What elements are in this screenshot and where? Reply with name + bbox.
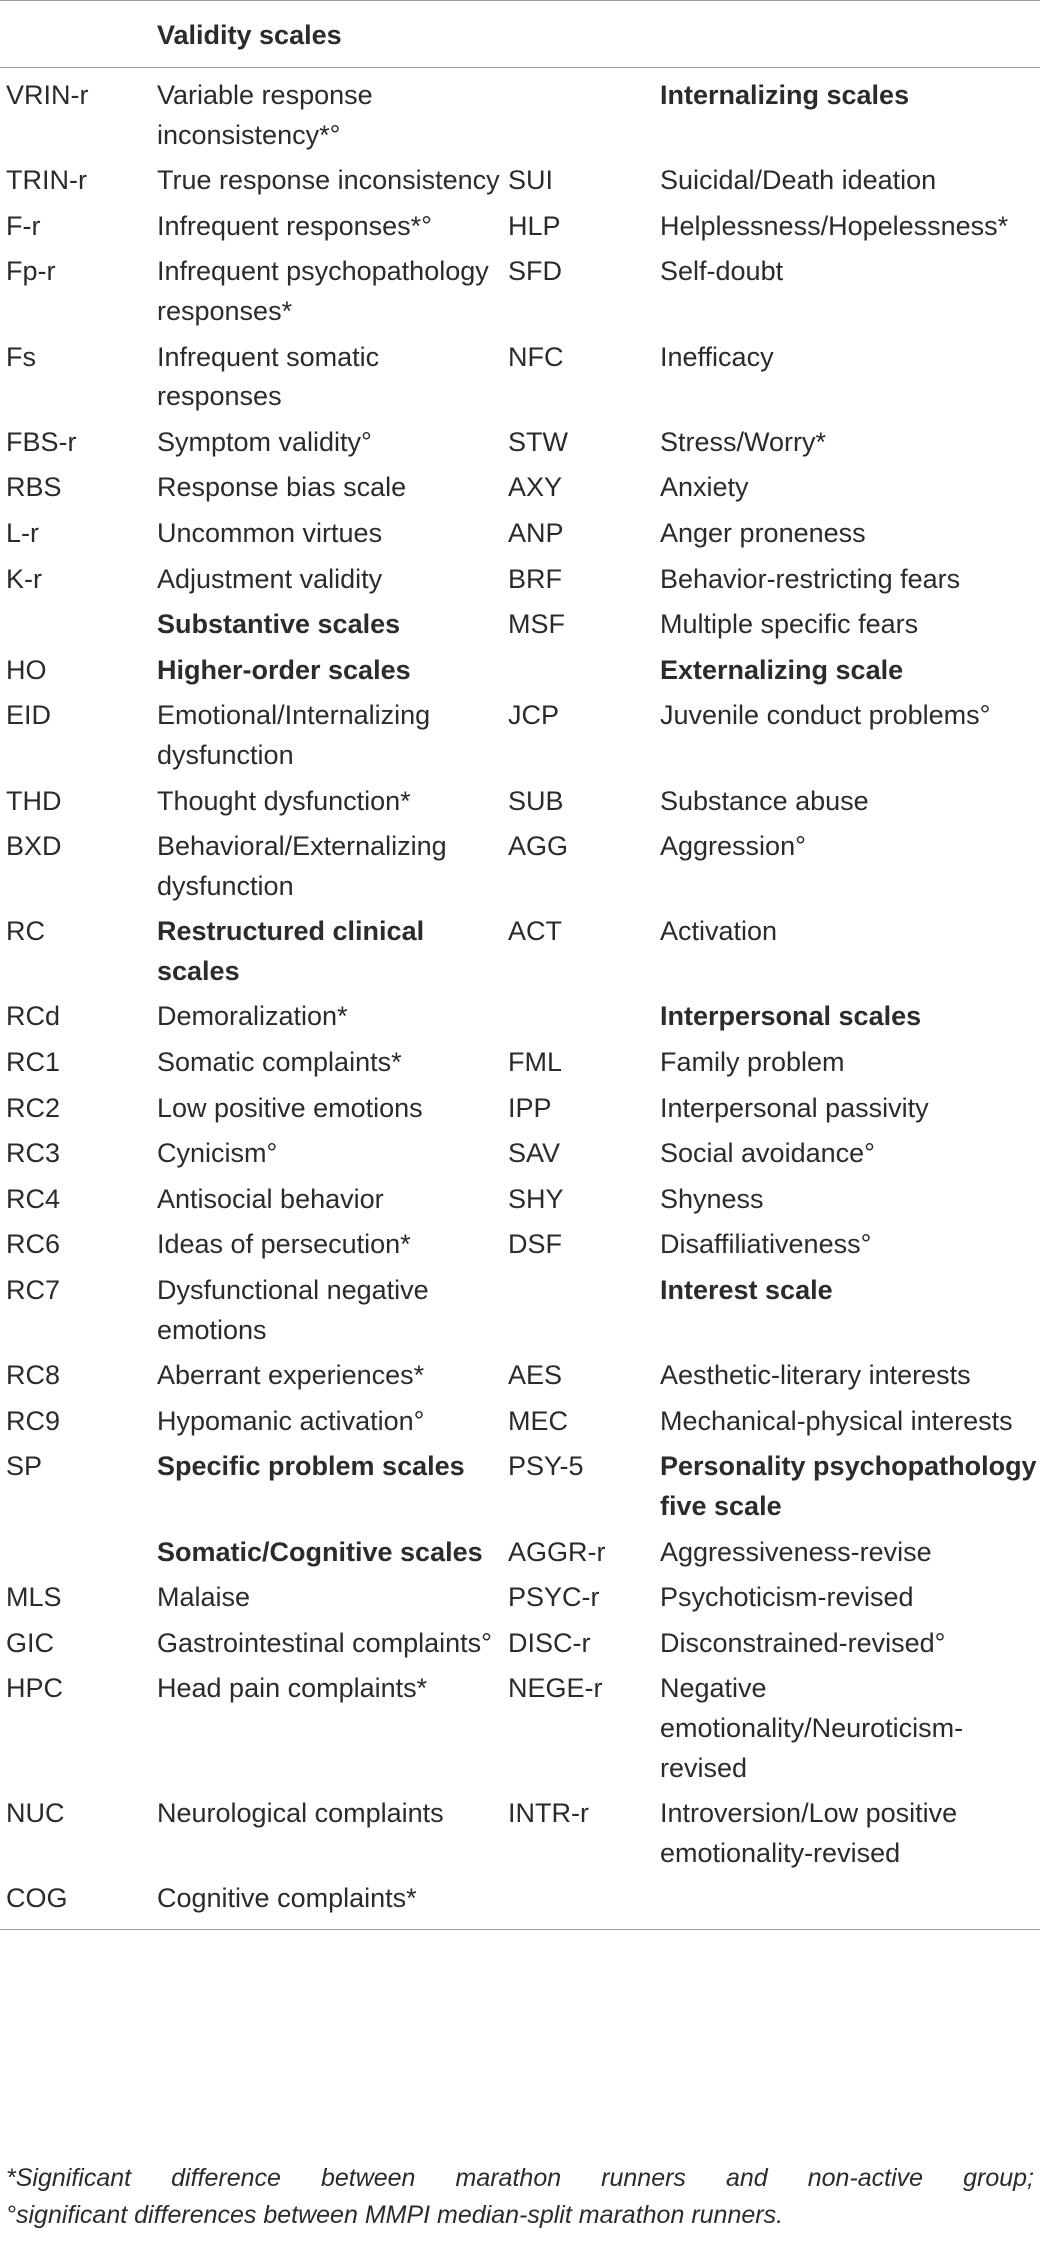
scale-code: FML xyxy=(508,1047,562,1078)
table-row xyxy=(0,249,1040,334)
table-row xyxy=(0,1040,1040,1086)
scale-code: RC xyxy=(6,916,45,947)
scale-name: Antisocial behavior xyxy=(157,1183,384,1214)
scale-code xyxy=(508,648,660,694)
table-row xyxy=(0,465,1040,511)
table-row xyxy=(0,1444,1040,1529)
scale-code: EID xyxy=(6,700,52,731)
scale-name: Thought dysfunction* xyxy=(157,785,411,816)
table-row xyxy=(0,511,1040,557)
scale-name: Neurological complaints xyxy=(157,1798,444,1829)
scale-name: Infrequent somatic responses xyxy=(157,341,380,412)
scale-name: Suicidal/Death ideation xyxy=(660,165,937,196)
scale-code xyxy=(0,1530,157,1576)
header-cell-4 xyxy=(660,1,1040,68)
scale-name: Adjustment validity xyxy=(157,563,383,594)
table-row xyxy=(0,909,1040,994)
scale-name: Multiple specific fears xyxy=(660,609,919,640)
header-validity-scales: Validity scales xyxy=(157,1,508,68)
scale-code xyxy=(508,994,660,1040)
scale-name xyxy=(660,1876,1040,1929)
section-heading: Specific problem scales xyxy=(157,1451,465,1482)
scale-name: Negative emotionality/Neuroticism-revised xyxy=(660,1673,964,1783)
scale-code: BXD xyxy=(6,831,62,862)
scale-code: SFD xyxy=(508,256,562,287)
scale-code: L-r xyxy=(6,517,39,548)
table-row xyxy=(0,420,1040,466)
table-row xyxy=(0,1621,1040,1667)
scale-name: Mechanical-physical interests xyxy=(660,1405,1013,1436)
scale-name: Aberrant experiences* xyxy=(157,1360,425,1391)
scale-code: RC9 xyxy=(6,1405,61,1436)
table-row xyxy=(0,1876,1040,1929)
scale-name: Helplessness/Hopelessness* xyxy=(660,210,1009,241)
scale-code: STW xyxy=(508,426,568,457)
scale-name: Disaffiliativeness° xyxy=(660,1229,872,1260)
scale-code: MSF xyxy=(508,609,565,640)
scale-code xyxy=(508,1876,660,1929)
scale-code: Fs xyxy=(6,341,36,372)
section-heading: Interest scale xyxy=(660,1275,833,1306)
scale-name: Response bias scale xyxy=(157,472,407,503)
scale-code: F-r xyxy=(6,210,41,241)
scale-code: AES xyxy=(508,1360,563,1391)
scale-name: Variable response inconsistency*° xyxy=(157,80,373,150)
section-heading: Interpersonal scales xyxy=(660,1001,922,1032)
scale-code: INTR-r xyxy=(508,1798,589,1829)
scale-code: K-r xyxy=(6,563,42,594)
scale-code: ACT xyxy=(508,916,562,947)
scale-code: DISC-r xyxy=(508,1627,591,1658)
scale-name: Social avoidance° xyxy=(660,1138,875,1169)
scale-code: RC3 xyxy=(6,1138,61,1169)
scale-name: Behavioral/Externalizing dysfunction xyxy=(157,831,447,901)
scale-code: DSF xyxy=(508,1229,562,1260)
table-row xyxy=(0,557,1040,603)
scale-code: MEC xyxy=(508,1405,568,1436)
scale-name: Hypomanic activation° xyxy=(157,1405,425,1436)
scale-code: AGG xyxy=(508,831,569,862)
footnote-line-1: *Significant difference between marathon runners and non-active group; xyxy=(6,2164,1034,2192)
scale-name: Somatic complaints* xyxy=(157,1047,402,1078)
table-row xyxy=(0,1530,1040,1576)
footnote-line-2: °significant differences between MMPI median-split marathon runners. xyxy=(6,2201,784,2229)
table-body xyxy=(0,68,1040,1930)
table-row xyxy=(0,1222,1040,1268)
scale-code: AXY xyxy=(508,472,563,503)
section-heading: Externalizing scale xyxy=(660,654,904,685)
section-heading: Somatic/Cognitive scales xyxy=(157,1536,483,1567)
table-row xyxy=(0,1353,1040,1399)
header-cell-1 xyxy=(0,1,157,68)
scale-code: SAV xyxy=(508,1138,561,1169)
scale-name: Juvenile conduct problems° xyxy=(660,700,991,731)
scale-code xyxy=(0,602,157,648)
scale-name: Cognitive complaints* xyxy=(157,1883,417,1914)
table-row xyxy=(0,648,1040,694)
scale-code: RC4 xyxy=(6,1183,61,1214)
scale-code: AGGR-r xyxy=(508,1536,606,1567)
table-row xyxy=(0,1666,1040,1791)
scale-code: COG xyxy=(6,1883,68,1914)
table-row xyxy=(0,1791,1040,1876)
scale-name: Interpersonal passivity xyxy=(660,1092,929,1123)
scale-code: Fp-r xyxy=(6,256,56,287)
scale-code: RC1 xyxy=(6,1047,61,1078)
table-row xyxy=(0,1575,1040,1621)
table-row xyxy=(0,602,1040,648)
scale-name: Aggression° xyxy=(660,831,806,862)
scale-name: Demoralization* xyxy=(157,1001,348,1032)
section-heading: Personality psychopathology five scale xyxy=(660,1451,1037,1521)
scale-name: Infrequent psychopathology responses* xyxy=(157,256,489,326)
scale-name: Shyness xyxy=(660,1183,764,1214)
table-row xyxy=(0,1086,1040,1132)
table-row xyxy=(0,779,1040,825)
scale-name: Uncommon virtues xyxy=(157,517,383,548)
header-cell-3 xyxy=(508,1,660,68)
scale-code: RBS xyxy=(6,472,62,503)
scale-code: GIC xyxy=(6,1627,55,1658)
scale-code: IPP xyxy=(508,1092,552,1123)
section-heading: Higher-order scales xyxy=(157,654,411,685)
scale-name: Family problem xyxy=(660,1047,845,1078)
table-header-row xyxy=(0,1,1040,68)
table-footnote xyxy=(6,2160,1034,2234)
table-row xyxy=(0,1399,1040,1445)
scale-code: TRIN-r xyxy=(6,165,87,196)
scale-name: Behavior-restricting fears xyxy=(660,563,961,594)
scale-code: HLP xyxy=(508,210,561,241)
scale-name: Anxiety xyxy=(660,472,749,503)
scale-name: Stress/Worry* xyxy=(660,426,827,457)
table-row xyxy=(0,693,1040,778)
scale-code: SP xyxy=(6,1451,43,1482)
section-heading: Substantive scales xyxy=(157,609,401,640)
scale-name: Inefficacy xyxy=(660,341,774,372)
scale-name: Low positive emotions xyxy=(157,1092,423,1123)
section-heading: Internalizing scales xyxy=(660,80,910,110)
scale-code: SUI xyxy=(508,165,554,196)
scale-code xyxy=(508,1268,660,1353)
scale-name: Aggressiveness-revise xyxy=(660,1536,932,1567)
scale-name: Cynicism° xyxy=(157,1138,278,1169)
table-row xyxy=(0,68,1040,159)
table-row xyxy=(0,1177,1040,1223)
scale-name: Disconstrained-revised° xyxy=(660,1627,946,1658)
scale-code: RCd xyxy=(6,1001,61,1032)
scale-code: THD xyxy=(6,785,62,816)
scale-name: Infrequent responses*° xyxy=(157,210,432,241)
scale-code: NUC xyxy=(6,1798,65,1829)
scale-code: RC8 xyxy=(6,1360,61,1391)
scale-code: JCP xyxy=(508,700,560,731)
scale-code: MLS xyxy=(6,1582,62,1613)
scale-code: RC7 xyxy=(6,1275,61,1306)
scale-code: SUB xyxy=(508,785,564,816)
scale-code: BRF xyxy=(508,563,562,594)
scale-name: Malaise xyxy=(157,1582,251,1613)
scale-code: NEGE-r xyxy=(508,1673,603,1704)
scale-name: Psychoticism-revised xyxy=(660,1582,914,1613)
scale-code: VRIN-r xyxy=(6,80,89,110)
scale-code: FBS-r xyxy=(6,426,77,457)
table-row xyxy=(0,158,1040,204)
table-row xyxy=(0,204,1040,250)
scale-code: RC6 xyxy=(6,1229,61,1260)
scale-code: HPC xyxy=(6,1673,64,1704)
table-row xyxy=(0,335,1040,420)
scale-name: Dysfunctional negative emotions xyxy=(157,1275,429,1345)
scale-name: Anger proneness xyxy=(660,517,866,548)
scale-code xyxy=(508,68,660,159)
table-row xyxy=(0,1131,1040,1177)
scale-name: Aesthetic-literary interests xyxy=(660,1360,971,1391)
scale-name: Self-doubt xyxy=(660,256,784,287)
scale-code: PSYC-r xyxy=(508,1582,600,1613)
scale-name: Head pain complaints* xyxy=(157,1673,428,1704)
scale-code: RC2 xyxy=(6,1092,61,1123)
scale-name: Substance abuse xyxy=(660,785,869,816)
section-heading: Restructured clinical scales xyxy=(157,916,425,986)
table-row xyxy=(0,1268,1040,1353)
table-row xyxy=(0,994,1040,1040)
scale-name: Emotional/Internalizing dysfunction xyxy=(157,700,431,770)
scale-name: Introversion/Low positive emotionality-revised xyxy=(660,1798,958,1868)
scale-code: ANP xyxy=(508,517,564,548)
scale-name: Gastrointestinal complaints° xyxy=(157,1627,492,1658)
scale-name: Symptom validity° xyxy=(157,426,372,457)
scale-code: HO xyxy=(6,654,47,685)
table-row xyxy=(0,824,1040,909)
scale-name: Activation xyxy=(660,916,778,947)
scale-code: SHY xyxy=(508,1183,564,1214)
scale-code: PSY-5 xyxy=(508,1451,584,1482)
scale-code: NFC xyxy=(508,341,564,372)
scale-name: Ideas of persecution* xyxy=(157,1229,411,1260)
scale-name: True response inconsistency xyxy=(157,165,500,196)
